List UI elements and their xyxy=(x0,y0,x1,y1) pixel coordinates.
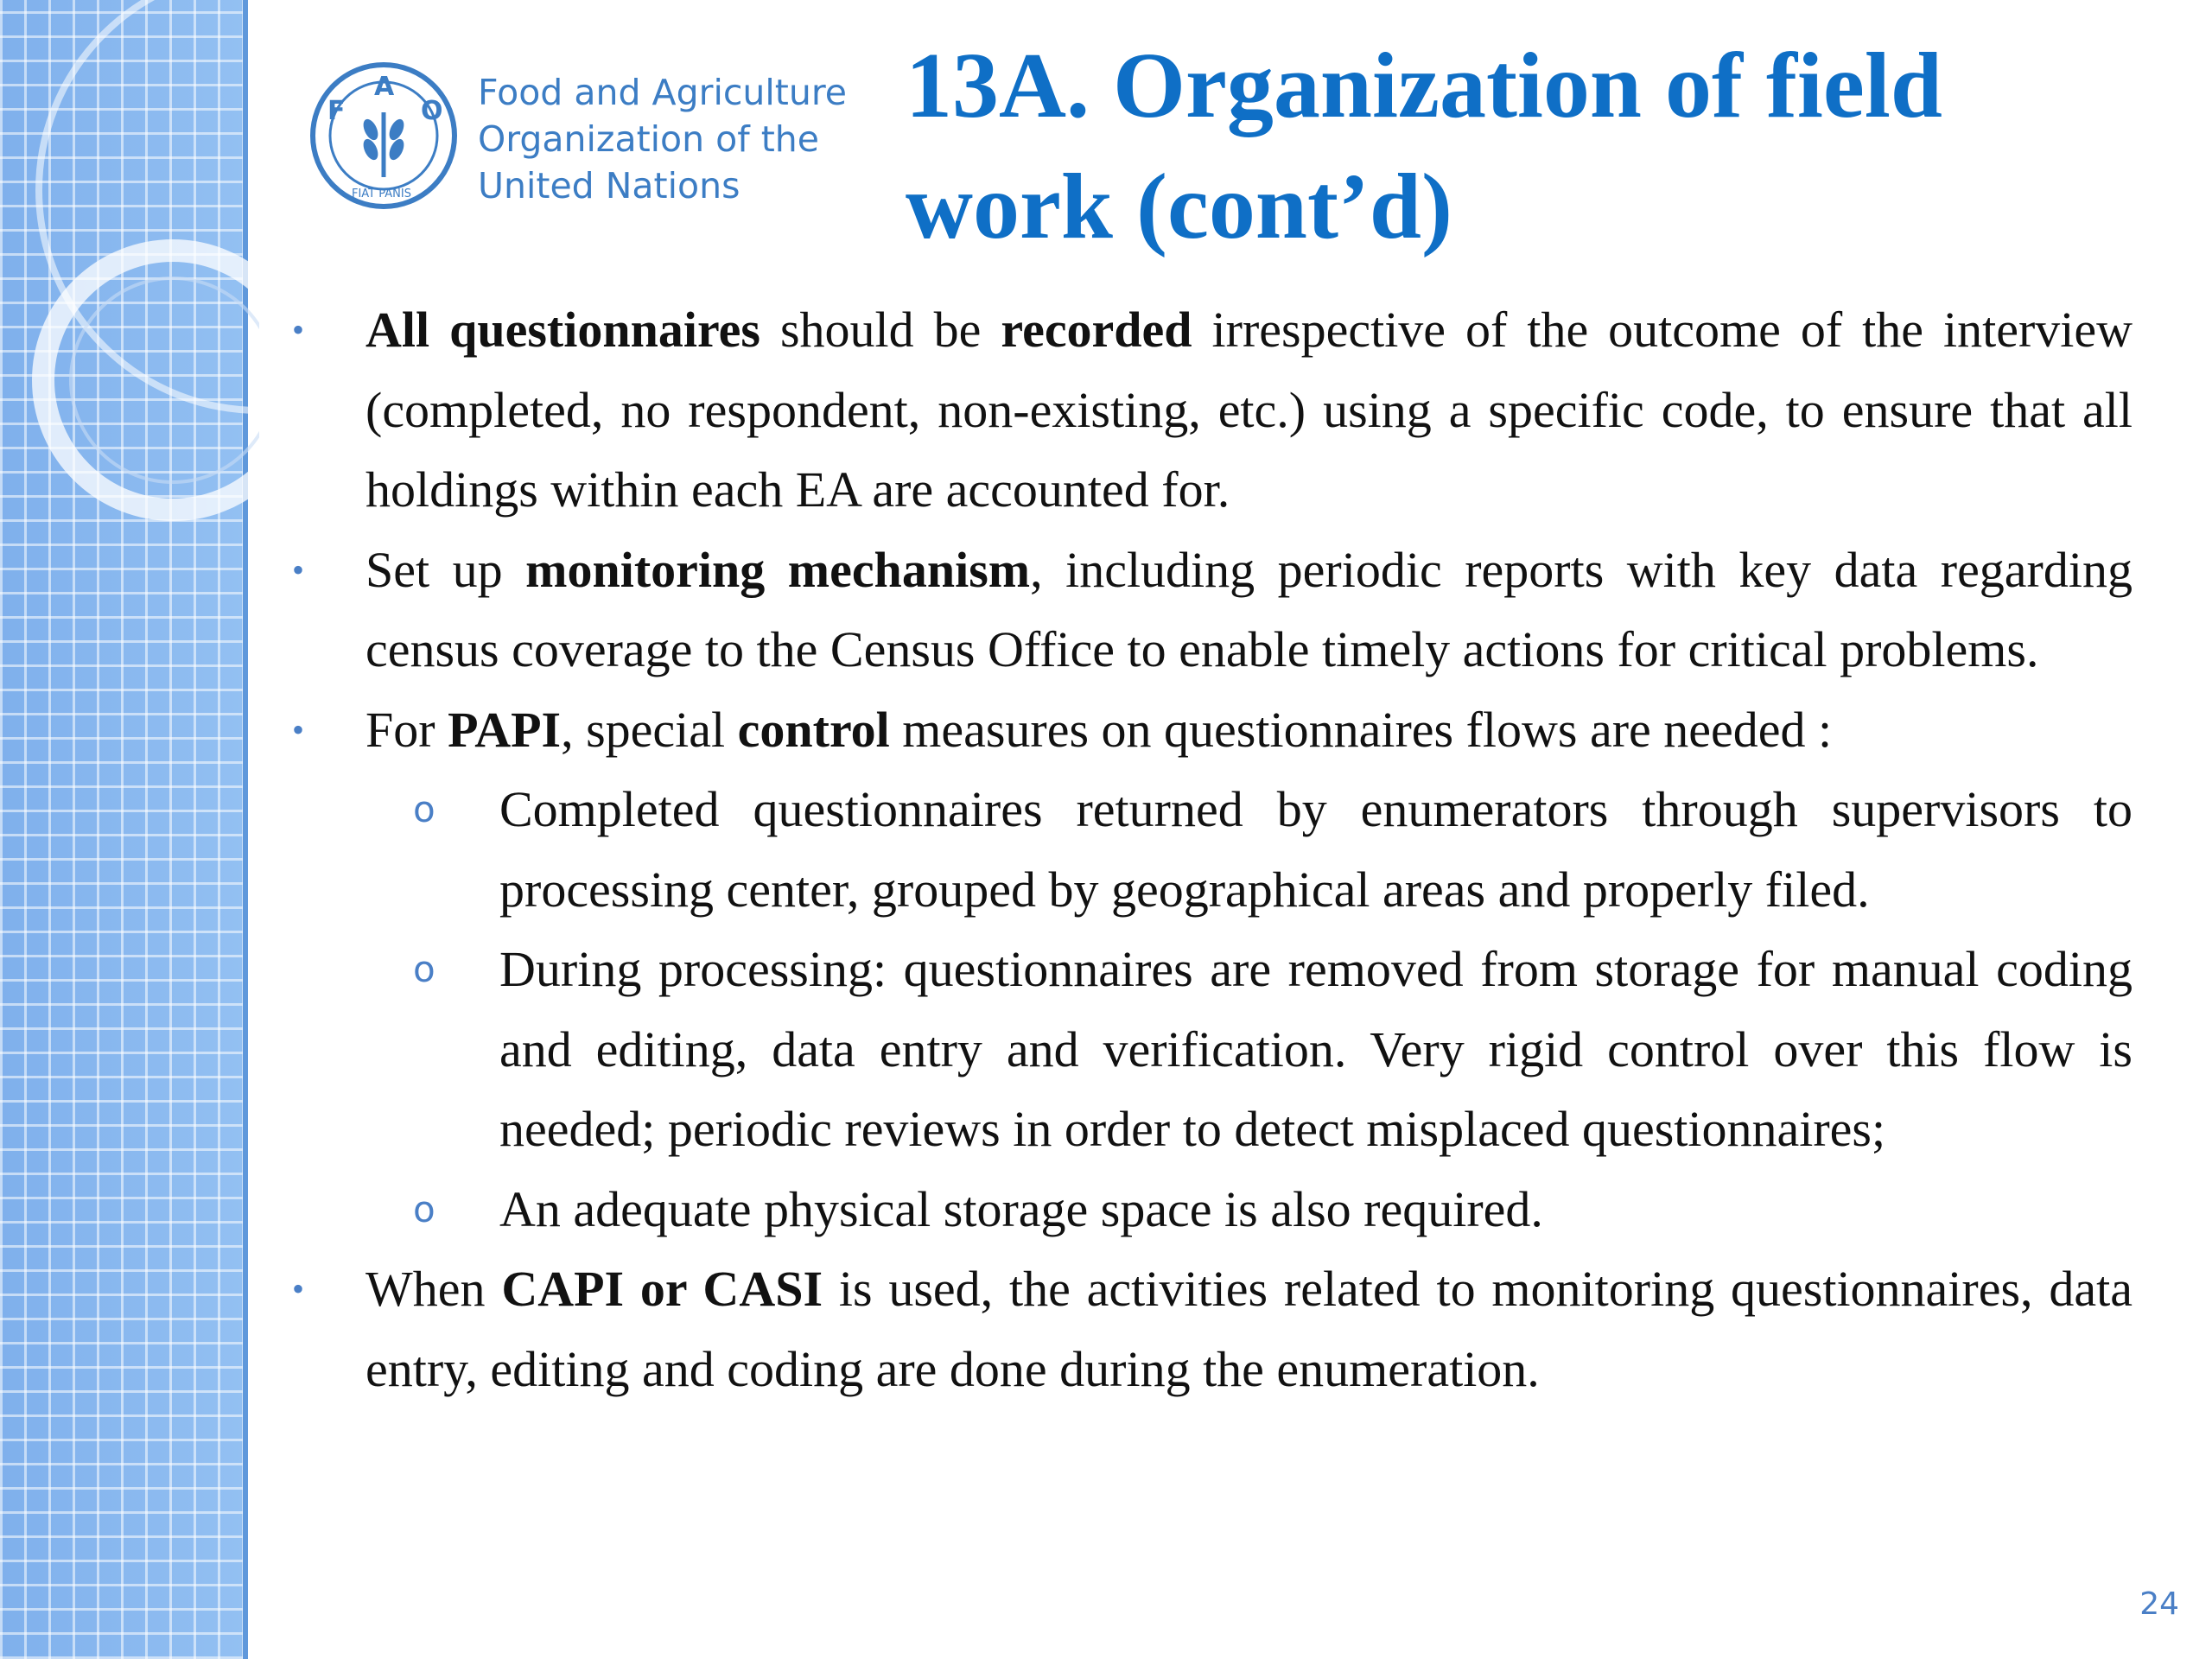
title-line: 13A. Organization of field xyxy=(906,35,1942,137)
bullet-icon: • xyxy=(292,550,305,589)
title-line: work (cont’d) xyxy=(906,156,1452,258)
text: For xyxy=(365,701,448,758)
bullet-item-capi xyxy=(292,1249,2133,1409)
text: , special xyxy=(561,701,738,758)
circle-bullet-icon: o xyxy=(413,788,435,830)
circle-bullet-icon: o xyxy=(413,1187,435,1230)
fao-emblem-icon xyxy=(308,60,460,212)
text: measures on questionnaires flows are needed : xyxy=(889,701,1833,758)
emblem-motto: FIAT PANIS xyxy=(352,188,411,200)
circle-bullet-icon: o xyxy=(413,948,435,990)
text: Completed questionnaires returned by enumerators through supervisors to processing center, grouped by geographical areas and properly filed. xyxy=(499,781,2133,918)
text: irrespective of the outcome of the interview (completed, no respondent, non-existing, etc.) using a specific code, to ensure that all holdings within each EA are accounted for. xyxy=(365,302,2133,518)
bold-text: PAPI xyxy=(448,701,562,758)
text: An adequate physical storage space is also required. xyxy=(499,1180,1543,1237)
emblem-letter-f: F xyxy=(327,96,346,126)
bullet-item-papi xyxy=(292,690,2133,771)
page-number: 24 xyxy=(2139,1586,2179,1622)
text: When xyxy=(365,1261,502,1317)
decorative-circles xyxy=(0,0,259,553)
logo-line: Food and Agriculture xyxy=(478,72,847,113)
bullet-icon: • xyxy=(292,709,305,749)
bullet-item-recording xyxy=(292,290,2133,531)
logo-line: Organization of the xyxy=(478,118,819,160)
logo-wordmark xyxy=(478,69,847,209)
text: is used, the activities related to monitoring questionnaires, data entry, editing and coding are done during the enumeration. xyxy=(365,1261,2133,1397)
bold-text: All questionnaires xyxy=(365,302,760,358)
fao-logo xyxy=(308,60,870,216)
sub-bullet-item-processing xyxy=(292,930,2133,1170)
text: During processing: questionnaires are removed from storage for manual coding and editing, data entry and verification. Very rigid control over this flow is needed; periodic reviews in order to detect misplaced questionnaires; xyxy=(499,941,2133,1157)
bold-text: monitoring mechanism xyxy=(525,541,1031,598)
bold-text: CAPI or CASI xyxy=(501,1261,823,1317)
emblem-letter-o: O xyxy=(421,96,443,126)
bullet-item-monitoring xyxy=(292,531,2133,690)
bullet-icon: • xyxy=(292,1269,305,1308)
slide-title xyxy=(906,26,2133,268)
text: should be xyxy=(760,302,1001,358)
text: , including periodic reports with key data regarding census coverage to the Census Office to enable timely actions for critical problems. xyxy=(365,541,2133,677)
slide-body xyxy=(292,290,2133,1409)
sub-bullet-item-returned xyxy=(292,770,2133,930)
text: Set up xyxy=(365,541,526,598)
bold-text: recorded xyxy=(1001,302,1192,358)
emblem-letter-a: A xyxy=(374,72,395,102)
bullet-icon: • xyxy=(292,310,305,349)
bold-text: control xyxy=(737,701,890,758)
logo-line: United Nations xyxy=(478,165,741,207)
sub-bullet-item-storage xyxy=(292,1170,2133,1250)
